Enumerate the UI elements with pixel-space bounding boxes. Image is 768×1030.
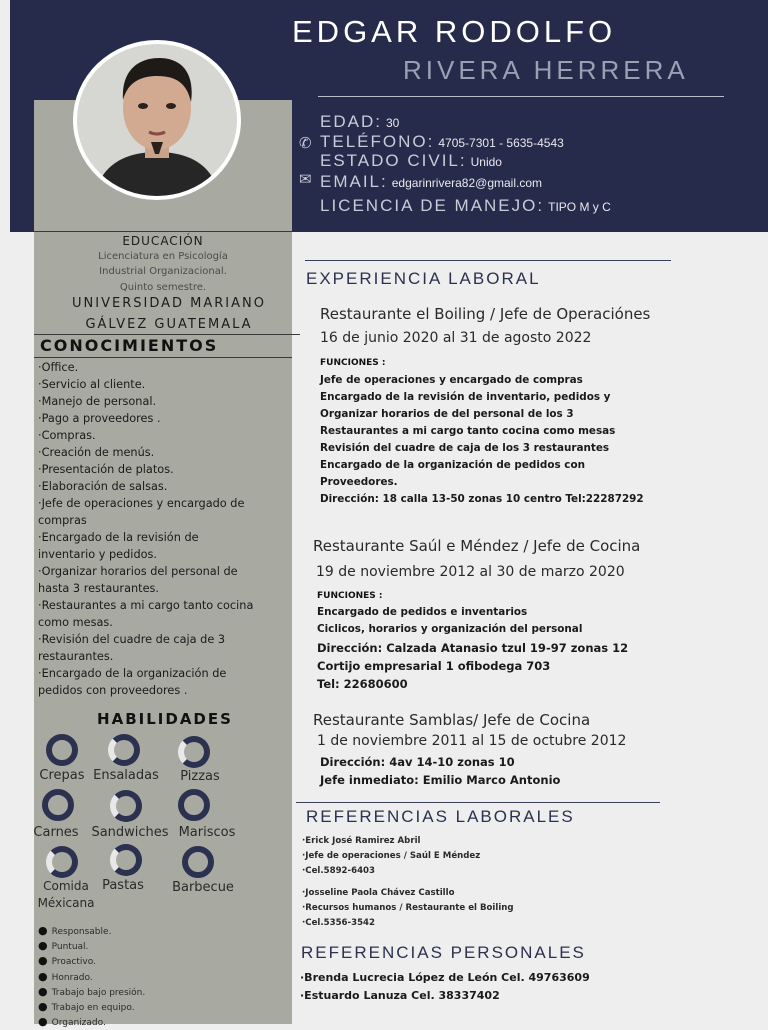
skill-label: Crepas xyxy=(39,768,85,783)
job-dates: 1 de noviembre 2011 al 15 de octubre 2012 xyxy=(317,733,627,749)
first-names: EDGAR RODOLFO xyxy=(292,14,617,49)
skill-label: Sandwiches xyxy=(91,825,169,840)
work-reference-2 xyxy=(302,886,514,931)
list-item: ● Organizado. xyxy=(38,1015,145,1030)
job-details xyxy=(320,753,560,789)
functions-label: FUNCIONES : xyxy=(320,358,386,368)
last-names: RIVERA HERRERA xyxy=(403,55,689,85)
license-row: LICENCIA DE MANEJO: TIPO M y C xyxy=(320,196,611,215)
list-item: Jefe de operaciones y encargado de compras xyxy=(320,374,583,386)
list-item: Encargado de la revisión de inventario, pedidos y xyxy=(320,391,611,403)
skill-label: Comida Méxicana xyxy=(37,879,95,910)
traits-list xyxy=(38,924,145,1030)
skill-ring-ensaladas xyxy=(108,734,140,766)
list-item: ·Cel.5892-6403 xyxy=(302,866,376,876)
list-item: ·Servicio al cliente. xyxy=(38,378,146,391)
abilities-title: HABILIDADES xyxy=(97,710,233,728)
job-title: Restaurante el Boiling / Jefe de Operaciónes xyxy=(320,305,651,323)
profile-photo xyxy=(73,40,241,200)
skill-ring-comida-mexicana xyxy=(46,846,78,878)
list-item: Encargado de la organización de pedidos con xyxy=(320,459,585,471)
skill-label: Pizzas xyxy=(180,769,220,784)
list-item: ·Pago a proveedores . xyxy=(38,412,161,425)
list-item: ·Office. xyxy=(38,361,79,374)
skill-ring-pastas xyxy=(110,844,142,876)
knowledge-title: CONOCIMIENTOS xyxy=(40,336,219,355)
list-item: ·Elaboración de salsas. xyxy=(38,480,168,493)
job-address xyxy=(317,639,628,693)
list-item: Revisión del cuadre de caja de los 3 restaurantes xyxy=(320,442,610,454)
university-line: UNIVERSIDAD MARIANO xyxy=(72,296,266,311)
divider xyxy=(34,231,292,232)
list-item: ● Responsable. xyxy=(38,924,145,939)
skill-label: Pastas xyxy=(102,878,144,893)
list-item: ·Recursos humanos / Restaurante el Boiling xyxy=(302,903,514,913)
list-item: ● Trabajo bajo presión. xyxy=(38,985,145,1000)
work-references-title: REFERENCIAS LABORALES xyxy=(306,807,575,826)
list-item: ·Josseline Paola Chávez Castillo xyxy=(302,888,455,898)
list-item: Dirección: Calzada Atanasio tzul 19-97 zonas 12 xyxy=(317,641,629,655)
list-item: ·Creación de menús. xyxy=(38,446,155,459)
job-functions xyxy=(317,604,582,638)
skill-ring-mariscos xyxy=(178,789,210,821)
list-item: ·Compras. xyxy=(38,429,96,442)
phone-icon: ✆ xyxy=(299,134,312,152)
phone-row: TELÉFONO: 4705-7301 - 5635-4543 xyxy=(320,132,564,151)
header-divider xyxy=(318,96,724,97)
skill-label: Carnes xyxy=(33,825,79,840)
list-item: ·Presentación de platos. xyxy=(38,463,174,476)
list-item: Dirección: 4av 14-10 zonas 10 xyxy=(320,755,515,769)
email-row[interactable]: EMAIL: edgarinrivera82@gmail.com xyxy=(320,172,542,191)
list-item: Restaurantes a mi cargo tanto cocina como mesas xyxy=(320,425,616,437)
job-dates: 19 de noviembre 2012 al 30 de marzo 2020 xyxy=(316,564,625,580)
education-line: Quinto semestre. xyxy=(119,282,207,293)
mail-icon: ✉ xyxy=(299,170,312,188)
list-item: ·Encargado de la revisión de inventario y pedidos. xyxy=(38,531,199,561)
list-item: Dirección: 18 calla 13-50 zonas 10 centro Tel:22287292 xyxy=(320,493,644,505)
skill-label: Barbecue xyxy=(172,880,234,895)
university-line: GÁLVEZ GUATEMALA xyxy=(85,317,253,332)
job-functions xyxy=(320,372,644,508)
skill-label: Ensaladas xyxy=(93,768,159,783)
knowledge-list xyxy=(38,359,258,699)
education-line: Licenciatura en Psicología xyxy=(98,251,228,262)
list-item: ·Manejo de personal. xyxy=(38,395,157,408)
list-item: Cortijo empresarial 1 ofibodega 703 xyxy=(317,659,551,673)
list-item: ·Organizar horarios del personal de hasta 3 restaurantes. xyxy=(38,565,238,595)
list-item: Jefe inmediato: Emilio Marco Antonio xyxy=(320,773,561,787)
divider xyxy=(34,334,300,335)
list-item: ● Trabajo en equipo. xyxy=(38,1000,145,1015)
list-item: ·Revisión del cuadre de caja de 3 restaurantes. xyxy=(38,633,226,663)
skill-ring-sandwiches xyxy=(110,790,142,822)
list-item: ·Estuardo Lanuza Cel. 38337402 xyxy=(300,989,500,1002)
skill-ring-carnes xyxy=(42,789,74,821)
list-item: ● Puntual. xyxy=(38,939,145,954)
list-item: Encargado de pedidos e inventarios xyxy=(317,606,528,618)
education-line: Industrial Organizacional. xyxy=(99,266,227,277)
list-item: ·Erick José Ramirez Abril xyxy=(302,836,421,846)
divider xyxy=(34,357,292,358)
list-item: ·Jefe de operaciones y encargado de compras xyxy=(38,497,245,527)
personal-references-title: REFERENCIAS PERSONALES xyxy=(301,943,586,962)
education-title: EDUCACIÓN xyxy=(122,234,204,248)
skill-label: Mariscos xyxy=(178,825,236,840)
functions-label: FUNCIONES : xyxy=(317,591,383,601)
skill-ring-pizzas xyxy=(178,736,210,768)
work-reference-1 xyxy=(302,834,480,879)
list-item: Organizar horarios de del personal de los 3 xyxy=(320,408,574,420)
list-item: ·Cel.5356-3542 xyxy=(302,918,376,928)
list-item: ·Jefe de operaciones / Saúl E Méndez xyxy=(302,851,481,861)
divider xyxy=(296,802,660,803)
skill-ring-crepas xyxy=(46,734,78,766)
personal-references xyxy=(300,969,590,1005)
list-item: ● Proactivo. xyxy=(38,954,145,969)
job-dates: 16 de junio 2020 al 31 de agosto 2022 xyxy=(320,330,592,346)
skill-ring-barbecue xyxy=(182,846,214,878)
job-title: Restaurante Saúl e Méndez / Jefe de Cocina xyxy=(313,537,641,555)
list-item: Tel: 22680600 xyxy=(317,677,408,691)
list-item: ·Restaurantes a mi cargo tanto cocina como mesas. xyxy=(38,599,254,629)
divider xyxy=(305,260,671,261)
list-item: Proveedores. xyxy=(320,476,398,488)
age-row: EDAD: 30 xyxy=(320,112,400,131)
list-item: ·Brenda Lucrecia López de León Cel. 49763609 xyxy=(300,971,590,984)
list-item: ·Encargado de la organización de pedidos con proveedores . xyxy=(38,667,227,697)
experience-title: EXPERIENCIA LABORAL xyxy=(306,269,541,288)
civil-status-row: ESTADO CIVIL: Unido xyxy=(320,151,502,170)
list-item: Ciclicos, horarios y organización del personal xyxy=(317,623,583,635)
list-item: ● Honrado. xyxy=(38,970,145,985)
job-title: Restaurante Samblas/ Jefe de Cocina xyxy=(313,711,591,729)
